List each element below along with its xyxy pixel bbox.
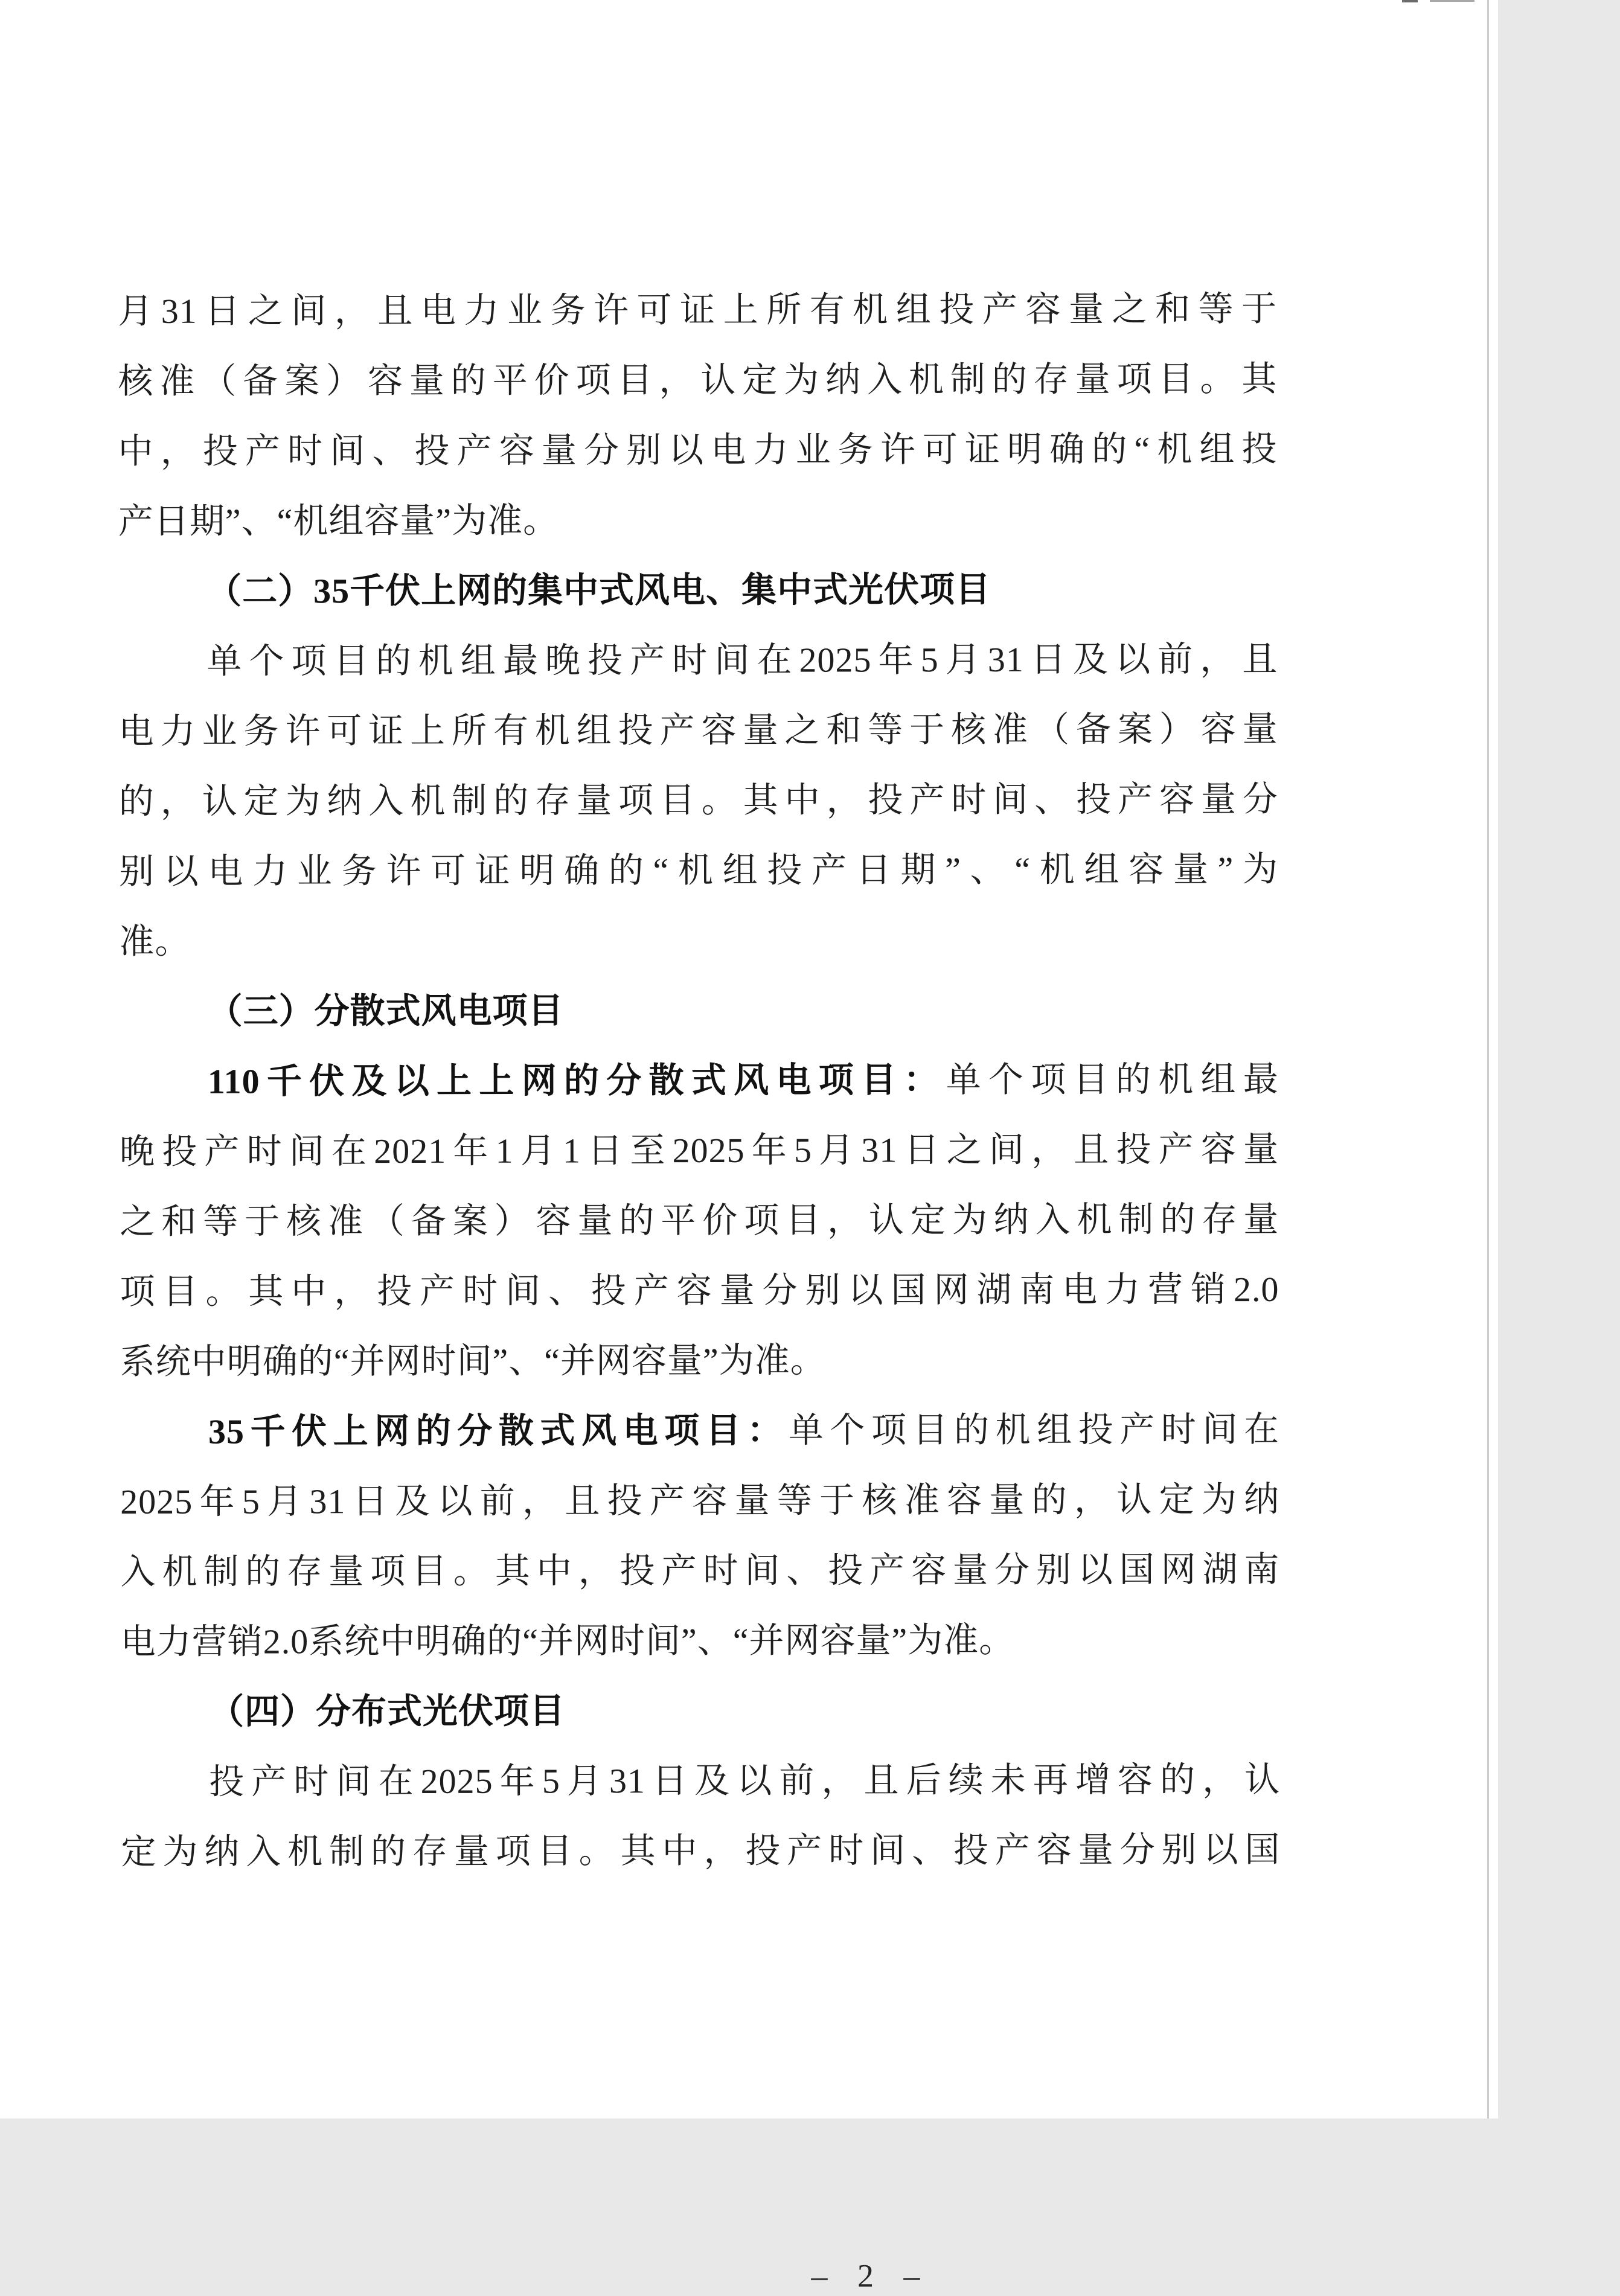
page-number: – 2 – xyxy=(811,2257,931,2294)
bold-lead-text: 35千伏上网的分散式风电项目： xyxy=(208,1410,789,1451)
text-line: 入机制的存量项目。其中，投产时间、投产容量分别以国网湖南 xyxy=(120,1549,1280,1591)
text-line: 之和等于核准（备案）容量的平价项目，认定为纳入机制的存量 xyxy=(120,1199,1279,1241)
bold-lead-text: 110千伏及以上上网的分散式风电项目： xyxy=(207,1060,946,1101)
text-line: 电力业务许可证上所有机组投产容量之和等于核准（备案）容量 xyxy=(118,709,1278,751)
document-content xyxy=(118,274,1281,2294)
text-line: 准。 xyxy=(119,921,191,961)
text-line: 系统中明确的“并网时间”、“并网容量”为准。 xyxy=(120,1340,826,1381)
text-line: 投产时间在2025年5月31日及以前，且后续未再增容的，认 xyxy=(209,1759,1281,1802)
text-line: 中，投产时间、投产容量分别以电力业务许可证明确的“机组投 xyxy=(118,429,1278,471)
text-line: 产日期”、“机组容量”为准。 xyxy=(118,500,559,541)
text-line: 单个项目的机组最晚投产时间在2025年5月31日及以前，且 xyxy=(207,639,1278,681)
scan-artifact-top-mark xyxy=(1402,0,1418,2)
text-line: 2025年5月31日及以前，且投产容量等于核准容量的，认定为纳 xyxy=(120,1479,1280,1521)
scan-artifact-vertical-line xyxy=(1487,0,1489,2119)
scan-artifact-top-mark xyxy=(1430,0,1474,2)
text-line xyxy=(120,1044,1279,1117)
text-line: 核准（备案）容量的平价项目，认定为纳入机制的存量项目。其 xyxy=(118,359,1278,401)
section-heading: （四）分布式光伏项目 xyxy=(208,1691,566,1732)
text-line: 的，认定为纳入机制的存量项目。其中，投产时间、投产容量分 xyxy=(118,779,1278,821)
text-line: 项目。其中，投产时间、投产容量分别以国网湖南电力营销2.0 xyxy=(120,1269,1279,1311)
text-line: 晚投产时间在2021年1月1日至2025年5月31日之间，且投产容量 xyxy=(119,1129,1279,1171)
document-body xyxy=(118,274,1281,1887)
line-text: 单个项目的机组最 xyxy=(946,1059,1279,1100)
text-line: 电力营销2.0系统中明确的“并网时间”、“并网容量”为准。 xyxy=(120,1620,1015,1661)
text-line xyxy=(120,1395,1279,1467)
text-line: 月31日之间，且电力业务许可证上所有机组投产容量之和等于 xyxy=(118,289,1278,331)
line-text: 单个项目的机组投产时间在 xyxy=(788,1409,1280,1450)
text-line: 别以电力业务许可证明确的“机组投产日期”、“机组容量”为 xyxy=(118,849,1279,891)
text-line: 定为纳入机制的存量项目。其中，投产时间、投产容量分别以国 xyxy=(121,1829,1281,1872)
section-heading: （三）分散式风电项目 xyxy=(207,991,564,1031)
section-heading: （二）35千伏上网的集中式风电、集中式光伏项目 xyxy=(207,569,991,611)
